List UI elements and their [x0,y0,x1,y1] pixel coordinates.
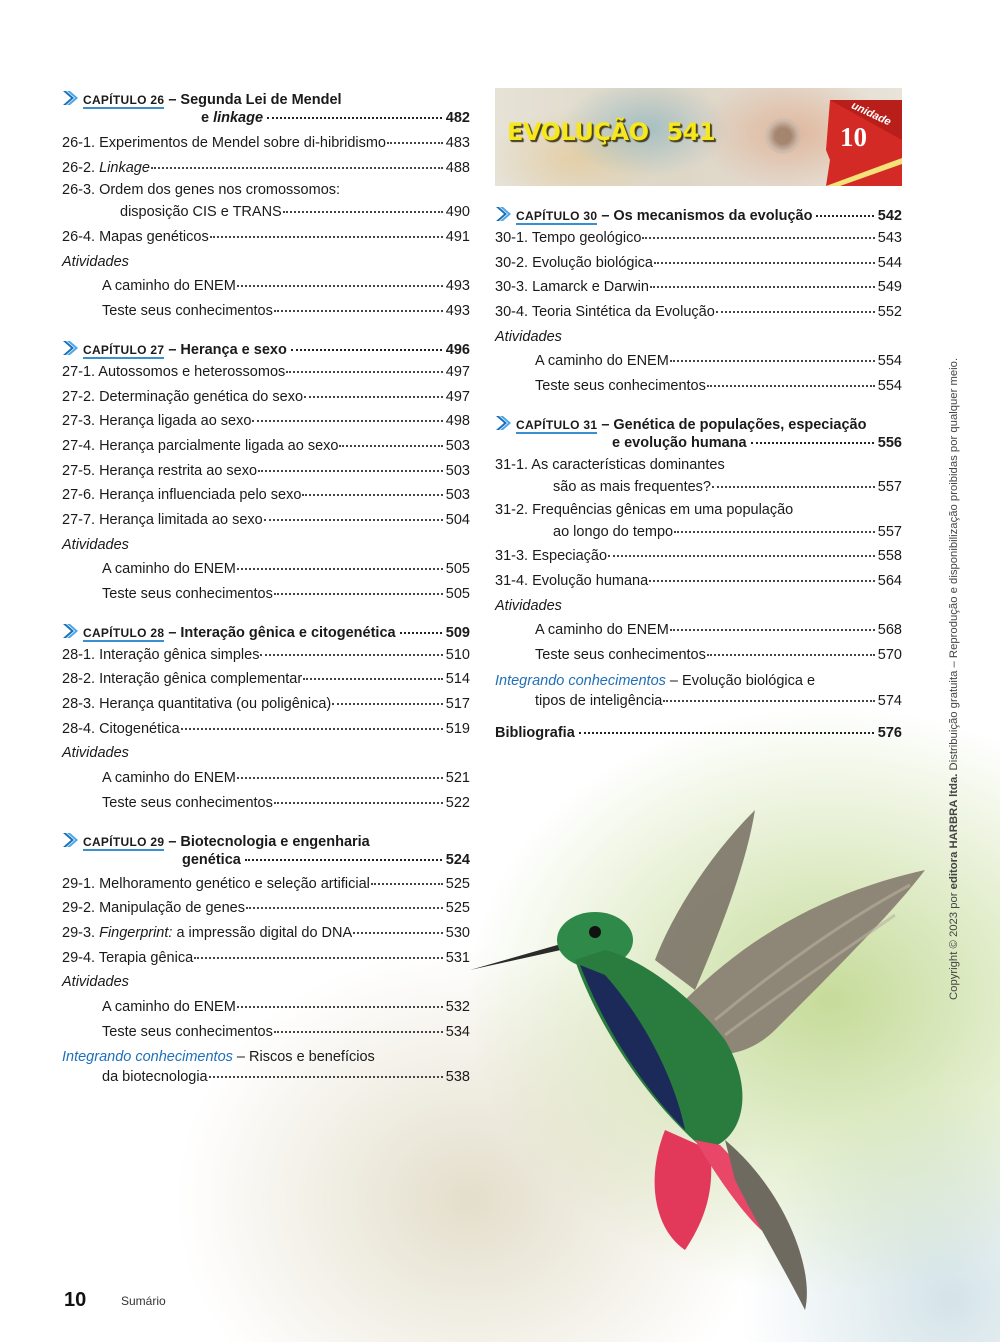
leader-dots [258,458,443,472]
leader-dots [210,224,443,238]
activities-text: Atividades [62,745,129,762]
entry-page: 544 [877,254,902,271]
leader-dots [674,519,875,533]
entry-page: 503 [445,462,470,479]
chapter-number: CAPÍTULO 31 [516,417,598,432]
leader-dots [283,199,443,213]
integrating-knowledge-entry[interactable] [495,671,902,711]
chapter-number: CAPÍTULO 26 [83,93,165,107]
entry-page: 564 [877,572,902,589]
leader-dots [339,433,442,447]
bird-eye [589,926,601,938]
unit-page: 541 [666,118,716,146]
entry-page: 543 [877,230,902,246]
page-number: 10 [64,1289,87,1311]
entry-label: A caminho do ENEM [535,353,669,370]
entry-page: 552 [877,304,902,321]
chapter-title-cont: e evolução humana [612,434,747,451]
entry-page: 568 [877,622,902,639]
entry-number: 29-3. [62,924,100,941]
entry-page: 514 [445,671,470,688]
entry-page: 525 [445,875,470,892]
integrating-label: Integrando conhecimentos [495,672,666,689]
chapter-title: – Os mecanismos da evolução [601,208,813,224]
entry-label: são as mais frequentes? [553,478,711,495]
leader-dots [654,250,875,264]
entry-page: 521 [445,770,470,787]
chapter-page: 524 [445,851,470,868]
entry-page: 557 [877,478,902,495]
toc-entry[interactable] [62,508,470,533]
chapter-page: 556 [877,434,902,451]
chameleon-image [765,118,801,154]
entry-label: Teste seus conhecimentos [535,646,706,663]
leader-dots [237,273,443,287]
toc-entry[interactable] [62,360,470,385]
entry-label: 31-3. Especiação [495,548,608,565]
leader-dots [816,205,873,217]
entry-page: 497 [445,388,470,405]
chapter-page: 509 [445,624,470,641]
chapter-27-heading[interactable] [62,338,470,358]
leader-dots [663,688,874,702]
leader-dots [274,790,443,804]
toc-entry-cont[interactable] [495,475,902,500]
entry-label: A caminho do ENEM [102,561,236,578]
integrating-title-cont: da biotecnologia [102,1069,208,1086]
entry-page: 503 [445,437,470,454]
entry-label: Teste seus conhecimentos [102,794,273,811]
entry-label: disposição CIS e TRANS [120,204,282,221]
leader-dots [707,373,875,387]
unit-badge-word: unidade [849,99,893,129]
chapter-page: 496 [445,341,470,358]
entry-page: 558 [877,548,902,565]
entry-label: 30-1. Tempo geológico [495,230,642,246]
toc-entry[interactable] [495,544,902,569]
integrating-label: Integrando conhecimentos [62,1049,233,1066]
activities-text: Atividades [495,597,562,614]
entry-label: 30-2. Evolução biológica [495,254,653,271]
leader-dots [353,920,443,934]
leader-dots [304,384,443,398]
toc-entry-enem[interactable] [495,618,902,643]
entry-page: 505 [445,586,470,602]
entry-label: 29-2. Manipulação de genes [62,900,245,917]
entry-label: Teste seus conhecimentos [102,1023,273,1040]
toc-entry[interactable] [62,156,470,181]
leader-dots [237,994,443,1008]
entry-page: 493 [445,278,470,295]
entry-page: 510 [445,646,470,663]
entry-page: 532 [445,998,470,1015]
leader-dots [670,617,875,631]
entry-page: 483 [445,135,470,151]
toc-entry[interactable] [62,434,470,459]
chapter-number: CAPÍTULO 28 [83,625,165,640]
toc-entry[interactable] [62,225,470,250]
chevron-right-icon [62,832,78,848]
toc-entry-enem[interactable] [62,274,470,299]
running-footer-section: Sumário [121,1294,166,1308]
unit-title [507,118,715,146]
entry-number: 26-2. [62,159,100,176]
copyright-notice [948,358,960,1000]
leader-dots [716,299,875,313]
leader-dots [264,507,443,521]
entry-label: 27-1. Autossomos e heterossomos [62,363,286,380]
chapter-title: – Genética de populações, especiação [601,416,867,433]
copyright-publisher: editora HARBRA ltda. [948,773,960,890]
leader-dots [246,895,443,909]
leader-dots [642,225,874,239]
leader-dots [237,556,443,570]
chapter-31-heading[interactable] [495,413,902,453]
entry-label: 26-3. Ordem dos genes nos cromossomos: [62,182,341,199]
unit-badge [826,100,902,186]
toc-entry[interactable] [62,459,470,484]
bibliography-entry[interactable] [495,725,902,741]
entry-label: Linkage [99,159,150,176]
leader-dots [291,339,442,351]
chevron-right-icon [495,415,511,431]
chapter-title-cont: genética [182,851,241,868]
copyright-pre: Copyright © 2023 por [948,889,960,1000]
chapter-page: 482 [445,110,470,126]
integrating-title: – Riscos e benefícios [232,1049,375,1066]
entry-label: 30-4. Teoria Sintética da Evolução [495,304,715,321]
entry-label: A caminho do ENEM [102,278,236,295]
toc-entry[interactable] [62,872,470,897]
leader-dots [649,568,875,582]
toc-entry[interactable] [495,569,902,594]
entry-page: 517 [445,696,470,713]
leader-dots [267,107,442,119]
leader-dots [151,155,443,169]
integrating-title-cont: tipos de inteligência [535,692,663,709]
entry-page: 498 [445,413,470,430]
unit-title-text: EVOLUÇÃO [507,118,649,146]
chevron-right-icon [62,623,78,639]
entry-page: 490 [445,204,470,221]
leader-dots [371,871,443,885]
chapter-28-heading[interactable] [62,621,470,641]
chapter-number: CAPÍTULO 27 [83,342,165,357]
activities-text: Atividades [62,974,129,991]
chapter-title-cont: e [201,110,210,126]
toc-left-column [62,88,470,1087]
toc-entry[interactable] [62,921,470,946]
activities-text: Atividades [495,328,562,345]
entry-page: 554 [877,353,902,370]
chevron-right-icon [495,206,511,222]
chapter-title: – Biotecnologia e engenharia [168,833,370,850]
chapter-30-heading[interactable] [495,204,902,224]
toc-entry-cont[interactable] [62,200,470,225]
activities-label [62,533,470,558]
toc-entry[interactable] [62,692,470,717]
toc-entry[interactable] [62,717,470,742]
leader-dots [245,849,442,861]
toc-entry[interactable] [62,385,470,410]
leader-dots [274,1019,443,1033]
entry-label: 29-4. Terapia gênica [62,949,194,966]
entry-page: 503 [445,487,470,504]
entry-label: 31-4. Evolução humana [495,572,649,589]
entry-label: 31-2. Frequências gênicas em uma população [495,501,794,518]
entry-page: 570 [877,646,902,663]
leader-dots [274,581,443,595]
entry-page: 491 [445,229,470,246]
leader-dots [650,274,875,288]
entry-label: 27-2. Determinação genética do sexo [62,388,304,405]
leader-dots [209,1064,443,1078]
leader-dots [237,765,443,779]
bibliography-page: 576 [877,724,902,741]
leader-dots [303,666,443,680]
activities-text: Atividades [62,536,129,553]
entry-label: 29-1. Melhoramento genético e seleção artificial [62,875,370,892]
entry-page: 549 [877,279,902,296]
entry-label: 28-3. Herança quantitativa (ou poligênica) [62,696,332,713]
integrating-knowledge-entry[interactable] [62,1047,470,1087]
activities-label [62,741,470,766]
entry-label: a impressão digital do DNA [172,924,353,941]
leader-dots [181,716,443,730]
entry-page: 554 [877,378,902,395]
hummingbird-image [455,800,925,1320]
entry-page: 557 [877,523,902,540]
toc-entry[interactable] [62,667,470,692]
toc-entry[interactable] [495,300,902,325]
leader-dots [670,348,875,362]
toc-entry[interactable] [495,275,902,300]
leader-dots [608,543,875,557]
copyright-post: Distribuição gratuita – Reprodução e disponibilização proibidas por qualquer meio. [948,357,960,774]
chapter-title: – Interação gênica e citogenética [168,624,396,641]
entry-label: 28-1. Interação gênica simples [62,646,260,663]
toc-entry[interactable] [62,483,470,508]
toc-entry[interactable] [62,643,470,668]
entry-page: 504 [445,511,470,528]
chapter-title: – Segunda Lei de Mendel [168,92,342,108]
toc-entry[interactable] [62,946,470,971]
entry-page: 530 [445,924,470,941]
leader-dots [400,622,442,634]
entry-page: 488 [445,159,470,176]
chapter-26-heading[interactable] [62,88,470,128]
entry-label-italic: Fingerprint: [99,924,173,941]
unit-banner[interactable] [495,88,902,186]
toc-entry-enem[interactable] [62,557,470,582]
bibliography-label: Bibliografia [495,724,575,741]
leader-dots [751,432,874,444]
leader-dots [274,298,443,312]
toc-entry-teste[interactable] [62,299,470,324]
toc-entry[interactable] [62,131,470,156]
toc-entry-teste[interactable] [495,643,902,668]
chevron-right-icon [62,90,78,106]
chapter-29-heading[interactable] [62,830,470,870]
activities-text: Atividades [62,253,129,270]
leader-dots [252,408,442,422]
toc-entry-teste[interactable] [62,1020,470,1045]
leader-dots [194,945,443,959]
entry-page: 522 [445,794,470,811]
entry-label: 27-7. Herança limitada ao sexo [62,511,263,528]
entry-label: A caminho do ENEM [535,622,669,639]
leader-dots [387,130,443,144]
activities-label [495,325,902,350]
toc-entry-teste[interactable] [495,374,902,399]
chapter-title-italic: linkage [213,110,264,126]
entry-page: 519 [445,720,470,737]
entry-label: 28-2. Interação gênica complementar [62,671,303,688]
entry-label: ao longo do tempo [553,523,674,540]
chapter-number: CAPÍTULO 29 [83,834,165,849]
entry-label: 26-4. Mapas genéticos [62,229,209,246]
integrating-title: – Evolução biológica e [665,672,816,689]
toc-right-column [495,88,902,741]
toc-entry-teste[interactable] [62,791,470,816]
toc-entry[interactable] [62,409,470,434]
entry-label: 31-1. As características dominantes [495,456,725,473]
chapter-number: CAPÍTULO 30 [516,209,598,223]
entry-page: 534 [445,1023,470,1040]
leader-dots [707,642,875,656]
leader-dots [712,474,875,488]
entry-label: Teste seus conhecimentos [102,303,273,320]
entry-page: 493 [445,303,470,320]
entry-label: Teste seus conhecimentos [535,378,706,395]
entry-label: 28-4. Citogenética [62,720,180,737]
activities-label [62,970,470,995]
toc-entry-teste[interactable] [62,582,470,607]
activities-label [62,250,470,275]
toc-entry[interactable] [62,896,470,921]
leader-dots [302,482,442,496]
chevron-right-icon [62,340,78,356]
entry-label: 30-3. Lamarck e Darwin [495,279,649,296]
entry-label: A caminho do ENEM [102,770,236,787]
entry-page: 497 [445,363,470,380]
leader-dots [260,642,442,656]
entry-label: Teste seus conhecimentos [102,586,273,602]
toc-entry-enem[interactable] [495,349,902,374]
toc-entry[interactable] [495,251,902,276]
unit-badge-number: 10 [840,122,867,152]
leader-dots [332,691,443,705]
entry-page: 525 [445,900,470,917]
entry-label: 27-5. Herança restrita ao sexo [62,462,258,479]
activities-label [495,594,902,619]
entry-label: 27-4. Herança parcialmente ligada ao sexo [62,437,339,454]
toc-entry[interactable] [495,500,902,520]
entry-label: 26-1. Experimentos de Mendel sobre di-hibridismo [62,135,386,151]
chapter-page: 542 [877,208,902,224]
toc-entry[interactable] [62,180,470,200]
entry-label: 27-6. Herança influenciada pelo sexo [62,487,302,504]
toc-entry-enem[interactable] [62,995,470,1020]
entry-label: A caminho do ENEM [102,998,236,1015]
entry-label: 27-3. Herança ligada ao sexo [62,413,252,430]
entry-page: 531 [445,949,470,966]
leader-dots [579,722,874,734]
chapter-title: – Herança e sexo [168,341,287,358]
toc-entry-enem[interactable] [62,766,470,791]
toc-entry[interactable] [495,226,902,251]
toc-entry-cont[interactable] [495,520,902,545]
entry-page: 574 [877,692,902,709]
entry-page: 505 [445,561,470,578]
entry-page: 538 [445,1069,470,1086]
toc-entry[interactable] [495,455,902,475]
leader-dots [286,359,443,373]
